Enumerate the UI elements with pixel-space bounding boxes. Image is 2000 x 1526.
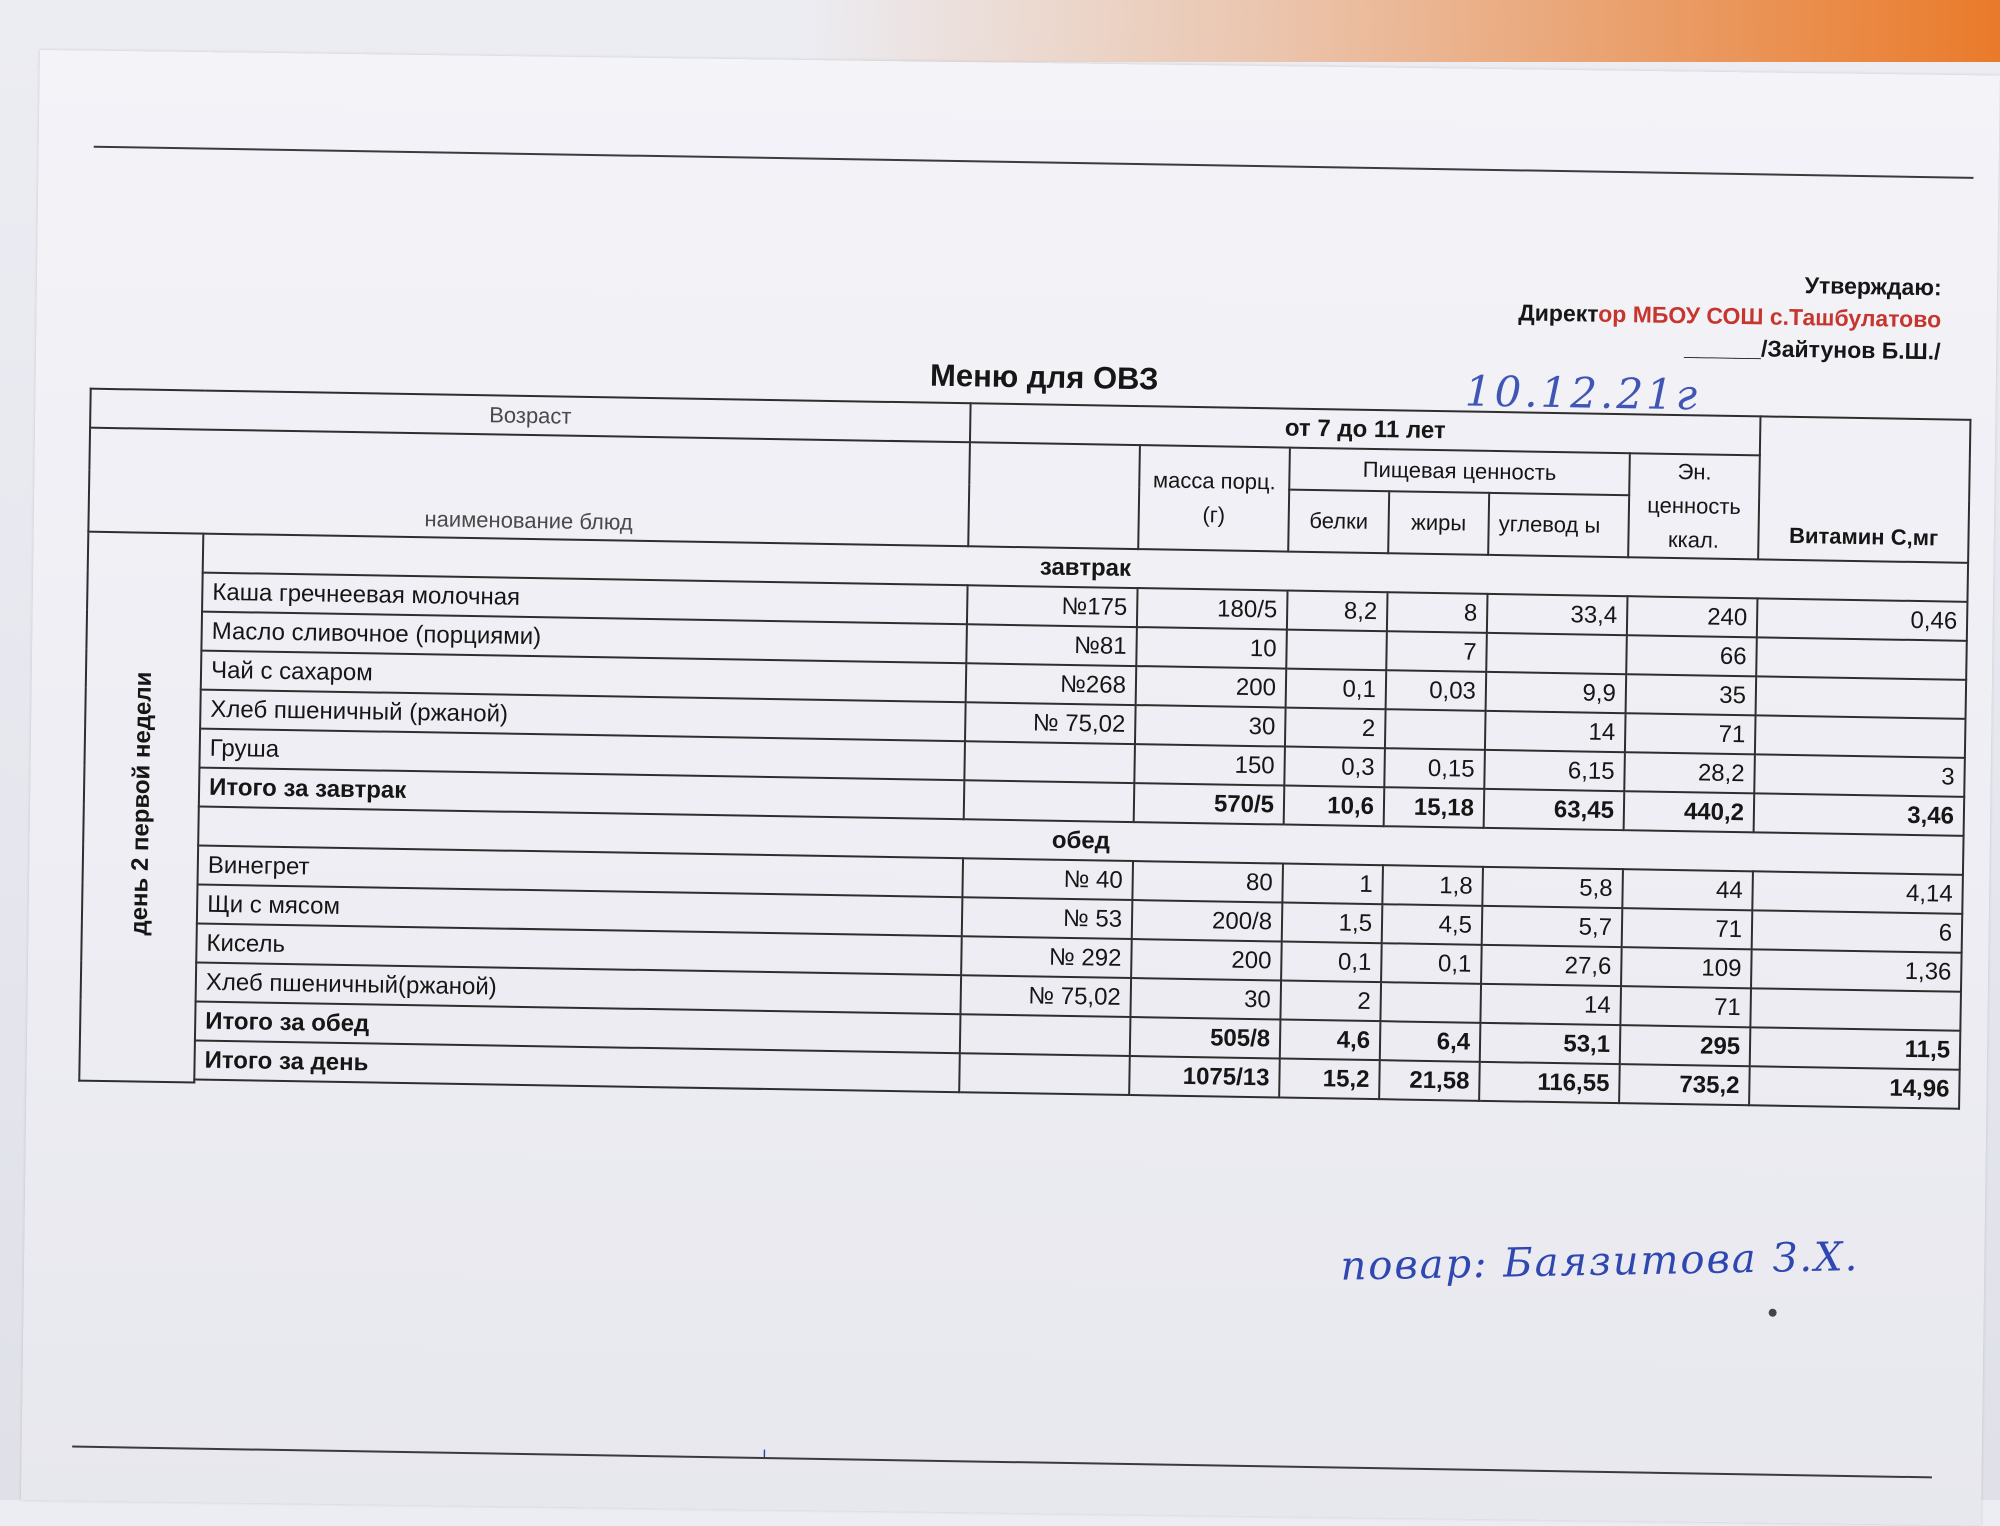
proteins-value: 10,6: [1284, 786, 1385, 827]
portion-mass: 200/8: [1132, 900, 1283, 941]
energy-value: 240: [1627, 596, 1758, 637]
dish-name: Щи с мясом: [197, 885, 963, 937]
vitamin-value: 0,46: [1757, 598, 1968, 640]
page-title: Меню для ОВЗ: [929, 357, 1159, 397]
portion-mass: 150: [1134, 744, 1285, 785]
proteins-value: 1: [1282, 864, 1383, 905]
fats-header: жиры: [1388, 491, 1489, 555]
vitamin-value: 11,5: [1750, 1027, 1961, 1069]
recipe-number: [960, 1014, 1131, 1056]
fats-value: 4,5: [1382, 904, 1483, 945]
age-label: Возраст: [90, 389, 971, 443]
recipe-number: №268: [966, 663, 1137, 705]
fats-value: 0,15: [1384, 748, 1485, 789]
energy-value: 440,2: [1624, 791, 1755, 832]
dish-name: Кисель: [196, 924, 962, 976]
dish-name: Хлеб пшеничный(ржаной): [196, 963, 962, 1015]
fats-value: [1380, 982, 1481, 1023]
vitamin-value: 3: [1754, 754, 1965, 796]
breakfast-section-label: завтрак: [203, 534, 1968, 602]
dish-name: Хлеб пшеничный (ржаной): [200, 690, 966, 742]
total-label: Итого за завтрак: [199, 768, 965, 820]
dish-name: Масло сливочное (порциями): [201, 612, 967, 664]
recipe-number: [964, 780, 1135, 822]
vitamin-value: [1756, 637, 1967, 679]
vitamin-header: Витамин С,мг: [1758, 416, 1970, 562]
portion-mass: 10: [1136, 627, 1287, 668]
top-rule: [94, 146, 1974, 179]
energy-value: 35: [1626, 674, 1757, 715]
proteins-value: 4,6: [1280, 1020, 1381, 1061]
proteins-value: 2: [1285, 708, 1386, 749]
recipe-number: №175: [967, 585, 1138, 627]
lunch-section-label: обед: [198, 807, 1963, 875]
fats-value: 6,4: [1380, 1021, 1481, 1062]
portion-mass: 505/8: [1130, 1017, 1281, 1058]
vitamin-value: 3,46: [1754, 793, 1965, 835]
proteins-value: [1286, 630, 1387, 671]
proteins-value: 0,1: [1286, 669, 1387, 710]
energy-value: 735,2: [1619, 1064, 1750, 1105]
portion-mass: 200: [1136, 666, 1287, 707]
proteins-value: 15,2: [1279, 1059, 1380, 1100]
handwritten-date: 10.12.21г: [1464, 366, 1701, 420]
dish-name: Каша гречнеевая молочная: [202, 573, 968, 625]
recipe-number: [964, 741, 1135, 783]
energy-value: 71: [1620, 986, 1751, 1027]
carbs-value: 27,6: [1481, 945, 1622, 986]
vitamin-value: [1750, 988, 1961, 1030]
vitamin-value: 1,36: [1751, 949, 1962, 991]
vitamin-value: 14,96: [1749, 1066, 1960, 1108]
energy-value: 71: [1622, 908, 1753, 949]
recipe-number: № 53: [962, 897, 1133, 939]
carbs-value: 116,55: [1479, 1062, 1620, 1103]
dish-name: Винегрет: [198, 846, 964, 898]
approval-line-1: Утверждаю:: [1804, 272, 1942, 301]
carbs-value: 14: [1485, 711, 1626, 752]
proteins-value: 8,2: [1287, 591, 1388, 632]
carbs-value: 5,8: [1482, 867, 1623, 908]
dish-name: Чай с сахаром: [201, 651, 967, 703]
carbs-value: 9,9: [1486, 672, 1627, 713]
recipe-number: №81: [966, 624, 1137, 666]
day-label-cell: [79, 532, 203, 1083]
stray-pen-mark: ı: [762, 1444, 767, 1463]
fats-value: 7: [1386, 631, 1487, 672]
portion-mass: 180/5: [1137, 588, 1288, 629]
approval-line-3: ______/Зайтунов Б.Ш./: [1684, 334, 1941, 365]
total-label: Итого за обед: [195, 1002, 961, 1054]
fats-value: 1,8: [1382, 865, 1483, 906]
bottom-rule: [72, 1446, 1932, 1479]
menu-document: [72, 146, 1974, 1507]
energy-value: 71: [1625, 713, 1756, 754]
energy-value: 44: [1622, 869, 1753, 910]
proteins-value: 2: [1280, 981, 1381, 1022]
nutrition-header: Пищевая ценность: [1289, 448, 1630, 495]
carbs-header: углевод ы: [1488, 493, 1629, 558]
energy-value: 295: [1620, 1025, 1751, 1066]
vitamin-value: [1755, 715, 1966, 757]
paper-sheet: [21, 50, 2000, 1526]
carbs-value: 6,15: [1484, 750, 1625, 791]
fats-value: 0,03: [1386, 670, 1487, 711]
age-value: от 7 до 11 лет: [970, 403, 1761, 455]
day-label: день 2 первой недели: [125, 671, 157, 936]
carbs-value: [1486, 633, 1627, 674]
recipe-number: [959, 1053, 1130, 1095]
approval-block: [1518, 264, 1942, 367]
recipe-number: № 40: [962, 858, 1133, 900]
cook-signature: повар: Баязитова З.Х.: [1340, 1234, 1860, 1290]
menu-table: [78, 388, 1971, 1113]
carbs-value: 53,1: [1480, 1023, 1621, 1064]
fats-value: [1385, 709, 1486, 750]
dish-name: Груша: [199, 729, 965, 781]
dish-name-header: наименование блюд: [88, 428, 970, 547]
proteins-header: белки: [1288, 489, 1389, 553]
dot-mark: [1769, 1309, 1777, 1317]
mass-header: масса порц. (г): [1138, 445, 1290, 551]
orange-background-corner: [800, 0, 2000, 62]
portion-mass: 570/5: [1134, 783, 1285, 824]
recipe-number: № 75,02: [960, 975, 1131, 1017]
energy-value: 28,2: [1624, 752, 1755, 793]
vitamin-value: 6: [1752, 910, 1963, 952]
carbs-value: 5,7: [1482, 906, 1623, 947]
fats-value: 0,1: [1381, 943, 1482, 984]
recipe-header: [968, 442, 1140, 549]
fats-value: 15,18: [1384, 787, 1485, 828]
portion-mass: 30: [1130, 978, 1281, 1019]
proteins-value: 1,5: [1282, 903, 1383, 944]
vitamin-value: 4,14: [1752, 871, 1963, 913]
total-label: Итого за день: [194, 1041, 960, 1093]
energy-value: 66: [1626, 635, 1757, 676]
proteins-value: 0,3: [1284, 747, 1385, 788]
carbs-value: 33,4: [1487, 594, 1628, 635]
recipe-number: № 75,02: [965, 702, 1136, 744]
energy-value: 109: [1621, 947, 1752, 988]
carbs-value: 63,45: [1484, 789, 1625, 830]
approval-line-2: Директор МБОУ СОШ с.Ташбулатово: [1518, 299, 1942, 333]
portion-mass: 200: [1131, 939, 1282, 980]
fats-value: 8: [1387, 592, 1488, 633]
carbs-value: 14: [1480, 984, 1621, 1025]
portion-mass: 30: [1135, 705, 1286, 746]
proteins-value: 0,1: [1281, 942, 1382, 983]
vitamin-value: [1756, 676, 1967, 718]
portion-mass: 1075/13: [1129, 1056, 1280, 1097]
energy-header: Эн. ценность ккал.: [1628, 453, 1760, 559]
fats-value: 21,58: [1379, 1060, 1480, 1101]
portion-mass: 80: [1132, 861, 1283, 902]
recipe-number: № 292: [961, 936, 1132, 978]
